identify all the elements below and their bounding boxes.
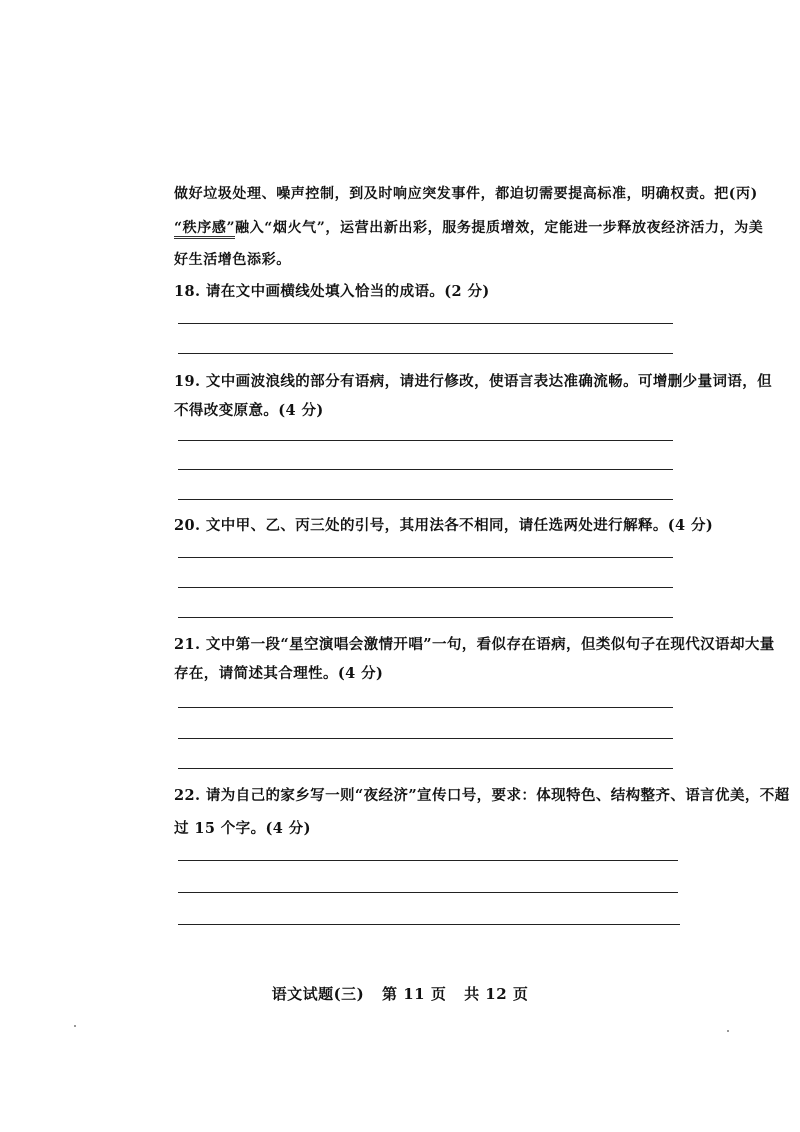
answer-line[interactable] bbox=[178, 768, 673, 769]
answer-line[interactable] bbox=[178, 617, 673, 618]
page-footer bbox=[0, 983, 800, 1004]
question-20: 20. 文中甲、乙、丙三处的引号，其用法各不相同，请任选两处进行解释。(4 分) bbox=[174, 517, 714, 534]
passage-line-2 bbox=[174, 217, 763, 237]
answer-line[interactable] bbox=[178, 707, 673, 708]
footer-total-pages: 共 12 页 bbox=[464, 985, 529, 1003]
question-19-cont: 不得改变原意。(4 分) bbox=[174, 402, 324, 419]
question-18: 18. 请在文中画横线处填入恰当的成语。(2 分) bbox=[174, 283, 490, 300]
question-21: 21. 文中第一段“星空演唱会激情开唱”一句，看似存在语病，但类似句子在现代汉语却大量 bbox=[174, 636, 775, 653]
answer-line[interactable] bbox=[178, 924, 680, 925]
underlined-phrase: “秩序感” bbox=[174, 220, 235, 239]
passage-line-2-rest: 融入“烟火气”，运营出新出彩，服务提质增效，定能进一步释放夜经济活力，为美 bbox=[235, 220, 764, 236]
question-21-cont: 存在，请简述其合理性。(4 分) bbox=[174, 665, 384, 682]
answer-line[interactable] bbox=[178, 353, 673, 354]
question-22: 22. 请为自己的家乡写一则“夜经济”宣传口号，要求：体现特色、结构整齐、语言优美，不超 bbox=[174, 787, 790, 804]
answer-line[interactable] bbox=[178, 587, 673, 588]
answer-line[interactable] bbox=[178, 557, 673, 558]
question-22-cont: 过 15 个字。(4 分) bbox=[174, 820, 311, 837]
question-19: 19. 文中画波浪线的部分有语病，请进行修改，使语言表达准确流畅。可增删少量词语，但 bbox=[174, 373, 773, 390]
passage-line-3: 好生活增色添彩。 bbox=[174, 252, 291, 268]
scan-speck bbox=[727, 1030, 729, 1032]
answer-line[interactable] bbox=[178, 892, 678, 893]
passage-line-1: 做好垃圾处理、噪声控制，到及时响应突发事件，都迫切需要提高标准，明确权责。把(丙) bbox=[174, 186, 758, 202]
answer-line[interactable] bbox=[178, 469, 673, 470]
footer-subject: 语文试题(三) bbox=[271, 985, 365, 1003]
footer-page-number: 第 11 页 bbox=[382, 985, 447, 1003]
answer-line[interactable] bbox=[178, 499, 673, 500]
answer-line[interactable] bbox=[178, 860, 678, 861]
answer-line[interactable] bbox=[178, 323, 673, 324]
answer-line[interactable] bbox=[178, 738, 673, 739]
answer-line[interactable] bbox=[178, 440, 673, 441]
scan-speck bbox=[74, 1025, 76, 1027]
